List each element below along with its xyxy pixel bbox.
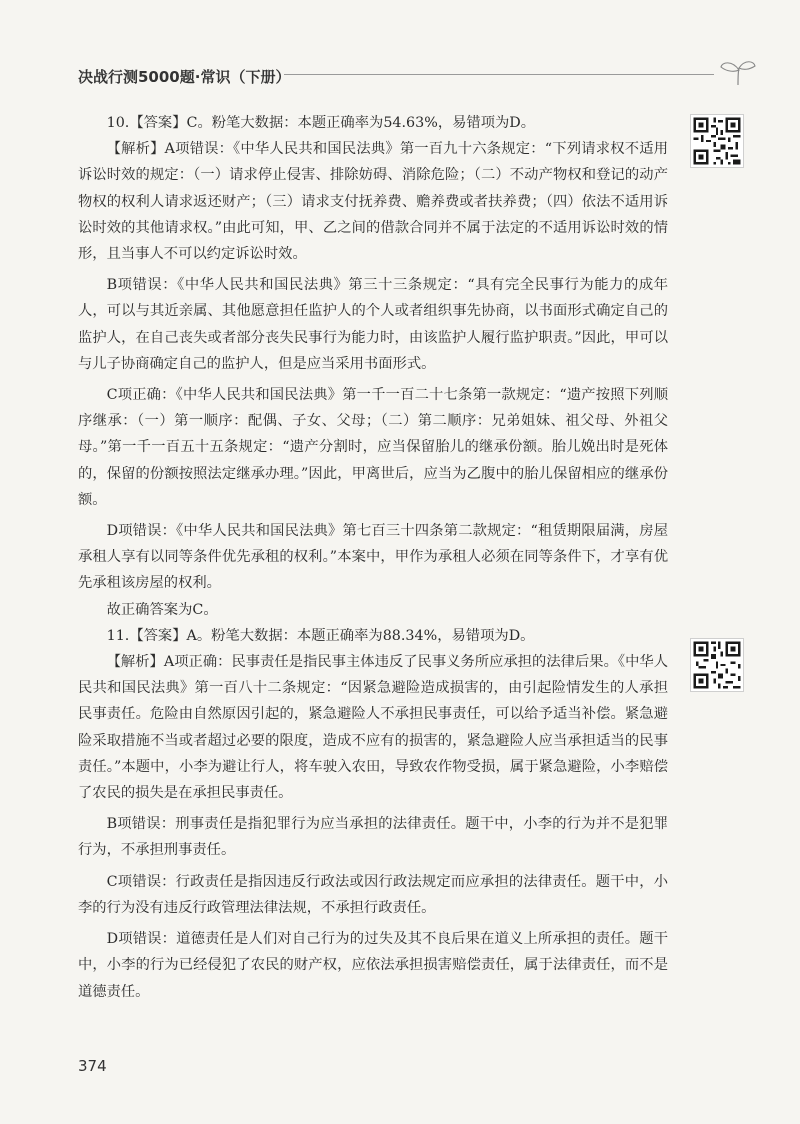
answer-11-analysis-a: 【解析】A项正确：民事责任是指民事主体违反了民事义务所应承担的法律后果。《中华人民共和国民法典》第一百八十二条规定：“因紧急避险造成损害的，由引起险情发生的人承担民事责任。危险由自然原因引起的，紧急避险人不承担民事责任，可以给予适当补偿。紧急避险采取措施不当或者超过必要的限度，造成不应有的损害的，紧急避险人应当承担适当的民事责任。”本题中，小李为避让行人，将车驶入农田，导致农作物受损，属于紧急避险，小李赔偿了农民的损失是在承担民事责任。 <box>78 654 668 802</box>
answer-10-conclusion: 故正确答案为C。 <box>106 601 218 618</box>
answer-10-heading: 10.【答案】C。粉笔大数据：本题正确率为54.63%，易错项为D。 <box>106 115 536 131</box>
answer-11-analysis-b: B项错误：刑事责任是指犯罪行为应当承担的法律责任。题干中，小李的行为并不是犯罪行为，不承担刑事责任。 <box>78 816 668 859</box>
answer-explanations <box>78 110 668 1005</box>
header-rule <box>284 74 714 75</box>
answer-10-analysis-c: C项正确：《中华人民共和国民法典》第一千一百二十七条第一款规定：“遗产按照下列顺序继承：（一）第一顺序：配偶、子女、父母；（二）第二顺序：兄弟姐妹、祖父母、外祖父母。”第一千一百五十五条规定：“遗产分割时，应当保留胎儿的继承份额。胎儿娩出时是死体的，保留的份额按照法定继承办理。”因此，甲离世后，应当为乙腹中的胎儿保留相应的继承份额。 <box>78 387 668 508</box>
answer-11-heading: 11.【答案】A。粉笔大数据：本题正确率为88.34%，易错项为D。 <box>106 627 535 644</box>
answer-10-analysis-d: D项错误：《中华人民共和国民法典》第七百三十四条第二款规定：“租赁期限届满，房屋承租人享有以同等条件优先承租的权利。”本案中，甲作为承租人必须在同等条件下，才享有优先承租该房屋的权利。 <box>78 523 668 592</box>
answer-11-analysis-c: C项错误：行政责任是指因违反行政法或因行政法规定而应承担的法律责任。题干中，小李的行为没有违反行政管理法律法规，不承担行政责任。 <box>78 873 668 916</box>
sprout-icon <box>718 58 758 86</box>
answer-10-analysis-a: 【解析】A项错误：《中华人民共和国民法典》第一百九十六条规定：“下列请求权不适用诉讼时效的规定：（一）请求停止侵害、排除妨碍、消除危险；（二）不动产物权和登记的动产物权的权利人请求返还财产；（三）请求支付抚养费、赡养费或者扶养费；（四）依法不适用诉讼时效的其他请求权。”由此可知，甲、乙之间的借款合同并不属于法定的不适用诉讼时效的情形，且当事人不可以约定诉讼时效。 <box>78 141 668 263</box>
page-number: 374 <box>78 1057 107 1075</box>
qr-code-icon <box>690 638 744 692</box>
answer-10-analysis-b: B项错误：《中华人民共和国民法典》第三十三条规定：“具有完全民事行为能力的成年人，可以与其近亲属、其他愿意担任监护人的个人或者组织事先协商，以书面形式确定自己的监护人，在自己丧失或者部分丧失民事行为能力时，由该监护人履行监护职责。”因此，甲可以与儿子协商确定自己的监护人，但是应当采用书面形式。 <box>78 277 668 372</box>
running-header <box>78 58 758 98</box>
book-title: 决战行测5000题·常识（下册） <box>78 68 291 86</box>
qr-code-icon <box>690 114 744 168</box>
answer-11-analysis-d: D项错误：道德责任是人们对自己行为的过失及其不良后果在道义上所承担的责任。题干中，小李的行为已经侵犯了农民的财产权，应依法承担损害赔偿责任，属于法律责任，而不是道德责任。 <box>78 931 668 1000</box>
